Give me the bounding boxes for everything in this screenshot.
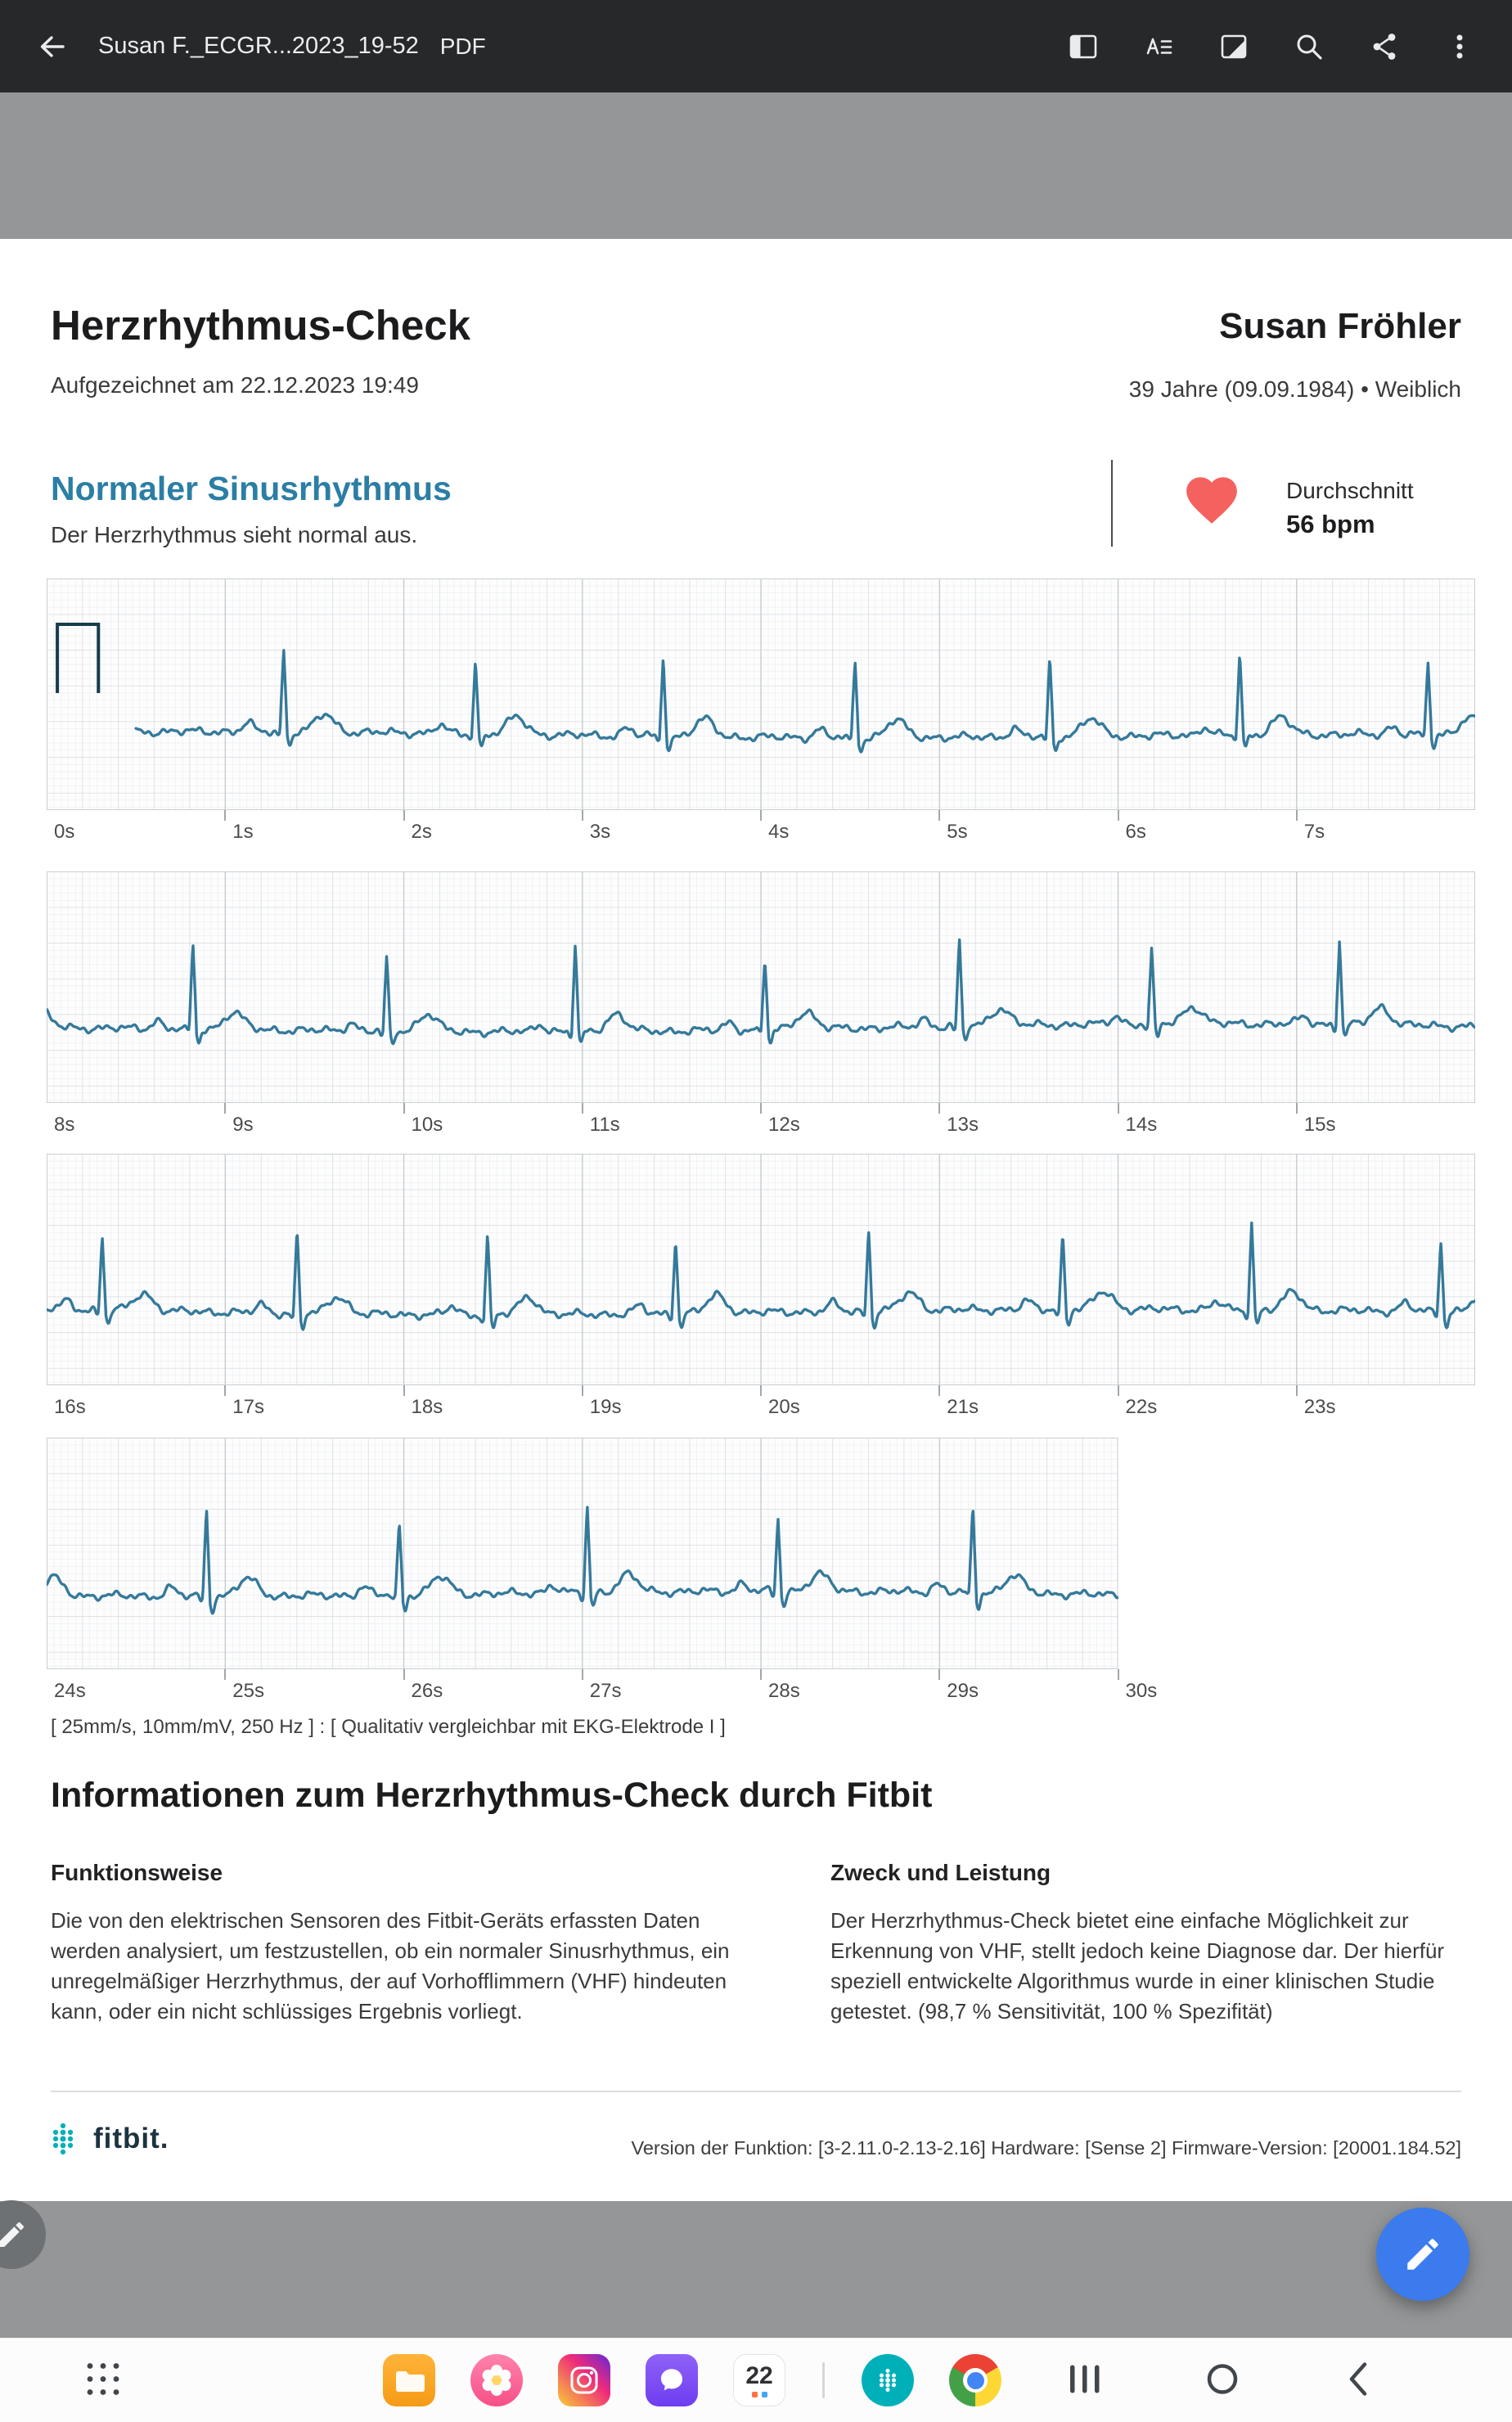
back-arrow-icon [36, 30, 69, 63]
calendar-app-icon[interactable] [733, 2354, 785, 2406]
ecg-time-label: 8s [54, 1114, 75, 1136]
share-icon [1368, 30, 1401, 63]
dock [383, 2354, 1001, 2406]
result-divider [1111, 460, 1113, 547]
ecg-second-tick [1296, 1385, 1298, 1396]
flower-app-icon[interactable] [470, 2354, 523, 2406]
dock-separator [822, 2362, 825, 2398]
instagram-app-icon[interactable] [558, 2354, 610, 2406]
info-col1-body: Die von den elektrischen Sensoren des Fitbit-Geräts erfassten Daten werden analysiert, um festzustellen, ob ein normaler Sinusrhythmus, ein unregelmäßiger Herzrhythmus, der auf Vorhofflimmern (VHF) hindeuten kann, oder ein nicht schlüssiges Ergebnis vorliegt. [51, 1908, 730, 2024]
ecg-time-label: 23s [1303, 1396, 1336, 1418]
info-heading: Informationen zum Herzrhythmus-Check durch Fitbit [51, 1776, 933, 1815]
ecg-time-label: 13s [947, 1114, 979, 1136]
stylus-edit-button-partial[interactable] [0, 2200, 46, 2269]
ecg-time-label: 29s [947, 1680, 979, 1702]
thumbnail-panel-button[interactable] [1062, 25, 1105, 68]
chrome-core [967, 2372, 984, 2389]
recorded-timestamp: Aufgezeichnet am 22.12.2023 19:49 [51, 372, 419, 398]
ecg-grid-svg [47, 578, 1475, 810]
ecg-time-label: 21s [947, 1396, 979, 1418]
pdf-viewer-toolbar [0, 0, 1512, 92]
home-button[interactable] [1199, 2358, 1245, 2403]
ecg-time-label: 2s [411, 821, 432, 843]
ecg-second-tick [403, 1385, 405, 1396]
back-nav-button[interactable] [1337, 2358, 1383, 2403]
report-title: Herzrhythmus-Check [51, 302, 470, 349]
ecg-time-label: 30s [1125, 1680, 1158, 1702]
patient-details: 39 Jahre (09.09.1984) • Weiblich [1128, 376, 1461, 402]
ecg-second-tick [582, 810, 583, 821]
ecg-strip-2 [47, 871, 1475, 1148]
ecg-second-tick [760, 1103, 762, 1114]
average-bpm-value: 56 bpm [1286, 510, 1375, 538]
ecg-time-label: 20s [768, 1396, 800, 1418]
system-taskbar [0, 2338, 1512, 2422]
ecg-second-tick [582, 1103, 583, 1114]
ecg-second-tick [760, 810, 762, 821]
info-column-purpose [830, 1860, 1469, 2027]
document-title: Susan F._ECGR...2023_19-52 [98, 33, 419, 59]
ecg-time-label: 25s [232, 1680, 264, 1702]
ecg-caption: [ 25mm/s, 10mm/mV, 250 Hz ] : [ Qualitativ vergleichbar mit EKG-Elektrode I ] [51, 1716, 726, 1738]
ecg-time-label: 16s [54, 1396, 86, 1418]
ecg-second-tick [760, 1669, 762, 1680]
page-theme-icon [1217, 30, 1250, 63]
toolbar-left [31, 25, 486, 68]
pencil-icon [0, 2218, 28, 2251]
ecg-second-tick [224, 1385, 226, 1396]
footer-divider [51, 2091, 1461, 2092]
ecg-time-label: 6s [1125, 821, 1146, 843]
messenger-app-icon[interactable] [646, 2354, 698, 2406]
info-column-how-it-works [51, 1860, 754, 2027]
fitbit-wordmark: fitbit. [93, 2123, 169, 2154]
average-label: Durchschnitt [1286, 478, 1414, 503]
home-circle-icon [1199, 2358, 1245, 2401]
ecg-second-tick [582, 1669, 583, 1680]
version-line: Version der Funktion: [3-2.11.0-2.13-2.16] Hardware: [Sense 2] Firmware-Version: [20001.184.52] [631, 2137, 1461, 2159]
ecg-time-label: 27s [589, 1680, 622, 1702]
pdf-canvas[interactable] [0, 92, 1512, 2338]
fitbit-app-icon[interactable] [862, 2354, 914, 2406]
overflow-menu-button[interactable] [1438, 25, 1481, 68]
ecg-time-label: 28s [768, 1680, 800, 1702]
search-icon [1293, 30, 1325, 63]
ecg-grid-svg [47, 871, 1475, 1103]
ecg-strip-4 [47, 1438, 1158, 1714]
ecg-second-tick [1296, 810, 1298, 821]
ecg-time-label: 3s [589, 821, 611, 843]
ecg-second-tick [1118, 1385, 1119, 1396]
fitbit-logo-mark [46, 2119, 85, 2159]
ecg-second-tick [224, 1669, 226, 1680]
ecg-second-tick [582, 1385, 583, 1396]
text-reflow-icon [1142, 30, 1175, 63]
share-button[interactable] [1363, 25, 1406, 68]
ecg-time-label: 22s [1125, 1396, 1158, 1418]
ecg-time-label: 10s [411, 1114, 443, 1136]
toolbar-actions [1062, 25, 1481, 68]
ecg-time-label: 24s [54, 1680, 86, 1702]
ecg-time-label: 5s [947, 821, 968, 843]
camera-icon [566, 2362, 602, 2398]
ecg-time-label: 18s [411, 1396, 443, 1418]
ecg-grid-svg [47, 1154, 1475, 1385]
ecg-second-tick [938, 1103, 940, 1114]
search-button[interactable] [1288, 25, 1330, 68]
ecg-time-label: 0s [54, 821, 75, 843]
back-button[interactable] [31, 25, 74, 68]
document-type-label: PDF [439, 33, 486, 59]
info-col2-body: Der Herzrhythmus-Check bietet eine einfache Möglichkeit zur Erkennung von VHF, stellt jedoch keine Diagnose dar. Der hierfür speziell entwickelte Algorithmus wurde in einer klinischen Studie getestet. (98,7 % Sensitivität, 100 % Spezifität) [830, 1908, 1445, 2024]
ecg-time-label: 26s [411, 1680, 443, 1702]
chat-bubble-icon [654, 2362, 690, 2398]
edit-fab[interactable] [1376, 2208, 1469, 2301]
ecg-grid-svg [47, 1438, 1118, 1669]
chrome-app-icon[interactable] [949, 2354, 1001, 2406]
ecg-time-label: 14s [1125, 1114, 1158, 1136]
apps-grid-icon [82, 2358, 124, 2401]
ecg-time-label: 9s [232, 1114, 254, 1136]
fitbit-dots-icon [871, 2364, 904, 2397]
calendar-day: 22 [745, 2361, 773, 2389]
ecg-strip-3 [47, 1154, 1475, 1430]
ecg-second-tick [403, 1669, 405, 1680]
back-chevron-icon [1337, 2358, 1383, 2401]
result-subtitle: Der Herzrhythmus sieht normal aus. [51, 522, 418, 547]
reader-mode-button[interactable] [1137, 25, 1180, 68]
fitbit-logo [46, 2119, 169, 2159]
edit-pencil-icon [1402, 2234, 1443, 2275]
ecg-second-tick [403, 1103, 405, 1114]
files-app-icon[interactable] [383, 2354, 435, 2406]
ecg-time-label: 1s [232, 821, 254, 843]
info-col2-title: Zweck und Leistung [830, 1860, 1051, 1885]
ecg-time-label: 4s [768, 821, 790, 843]
chrome-inner-ring [963, 2368, 988, 2393]
ecg-second-tick [938, 1669, 940, 1680]
ecg-second-tick [760, 1385, 762, 1396]
recents-button[interactable] [1062, 2358, 1108, 2403]
ecg-time-label: 19s [589, 1396, 622, 1418]
folder-icon [391, 2362, 427, 2398]
recents-icon [1062, 2358, 1108, 2401]
ecg-second-tick [938, 810, 940, 821]
ecg-second-tick [403, 810, 405, 821]
ecg-second-tick [224, 1103, 226, 1114]
info-col1-title: Funktionsweise [51, 1860, 223, 1885]
ecg-time-label: 12s [768, 1114, 800, 1136]
page-theme-button[interactable] [1213, 25, 1255, 68]
ecg-second-tick [1296, 1103, 1298, 1114]
ecg-second-tick [1118, 1669, 1119, 1680]
thumbnail-panel-icon [1067, 30, 1100, 63]
ecg-time-label: 11s [589, 1114, 620, 1136]
app-drawer-button[interactable] [82, 2358, 124, 2403]
result-title: Normaler Sinusrhythmus [51, 470, 452, 507]
more-vert-icon [1443, 30, 1476, 63]
flower-icon [478, 2361, 515, 2399]
calendar-event-dots [752, 2392, 767, 2397]
ecg-time-label: 17s [232, 1396, 264, 1418]
ecg-time-label: 7s [1303, 821, 1325, 843]
patient-name: Susan Fröhler [1219, 306, 1461, 346]
ecg-time-label: 15s [1303, 1114, 1336, 1136]
pdf-page [0, 239, 1512, 2201]
heart-icon [1180, 470, 1244, 530]
ecg-strip-1 [47, 578, 1475, 855]
ecg-second-tick [938, 1385, 940, 1396]
ecg-second-tick [224, 810, 226, 821]
ecg-second-tick [1118, 810, 1119, 821]
ecg-second-tick [1118, 1103, 1119, 1114]
